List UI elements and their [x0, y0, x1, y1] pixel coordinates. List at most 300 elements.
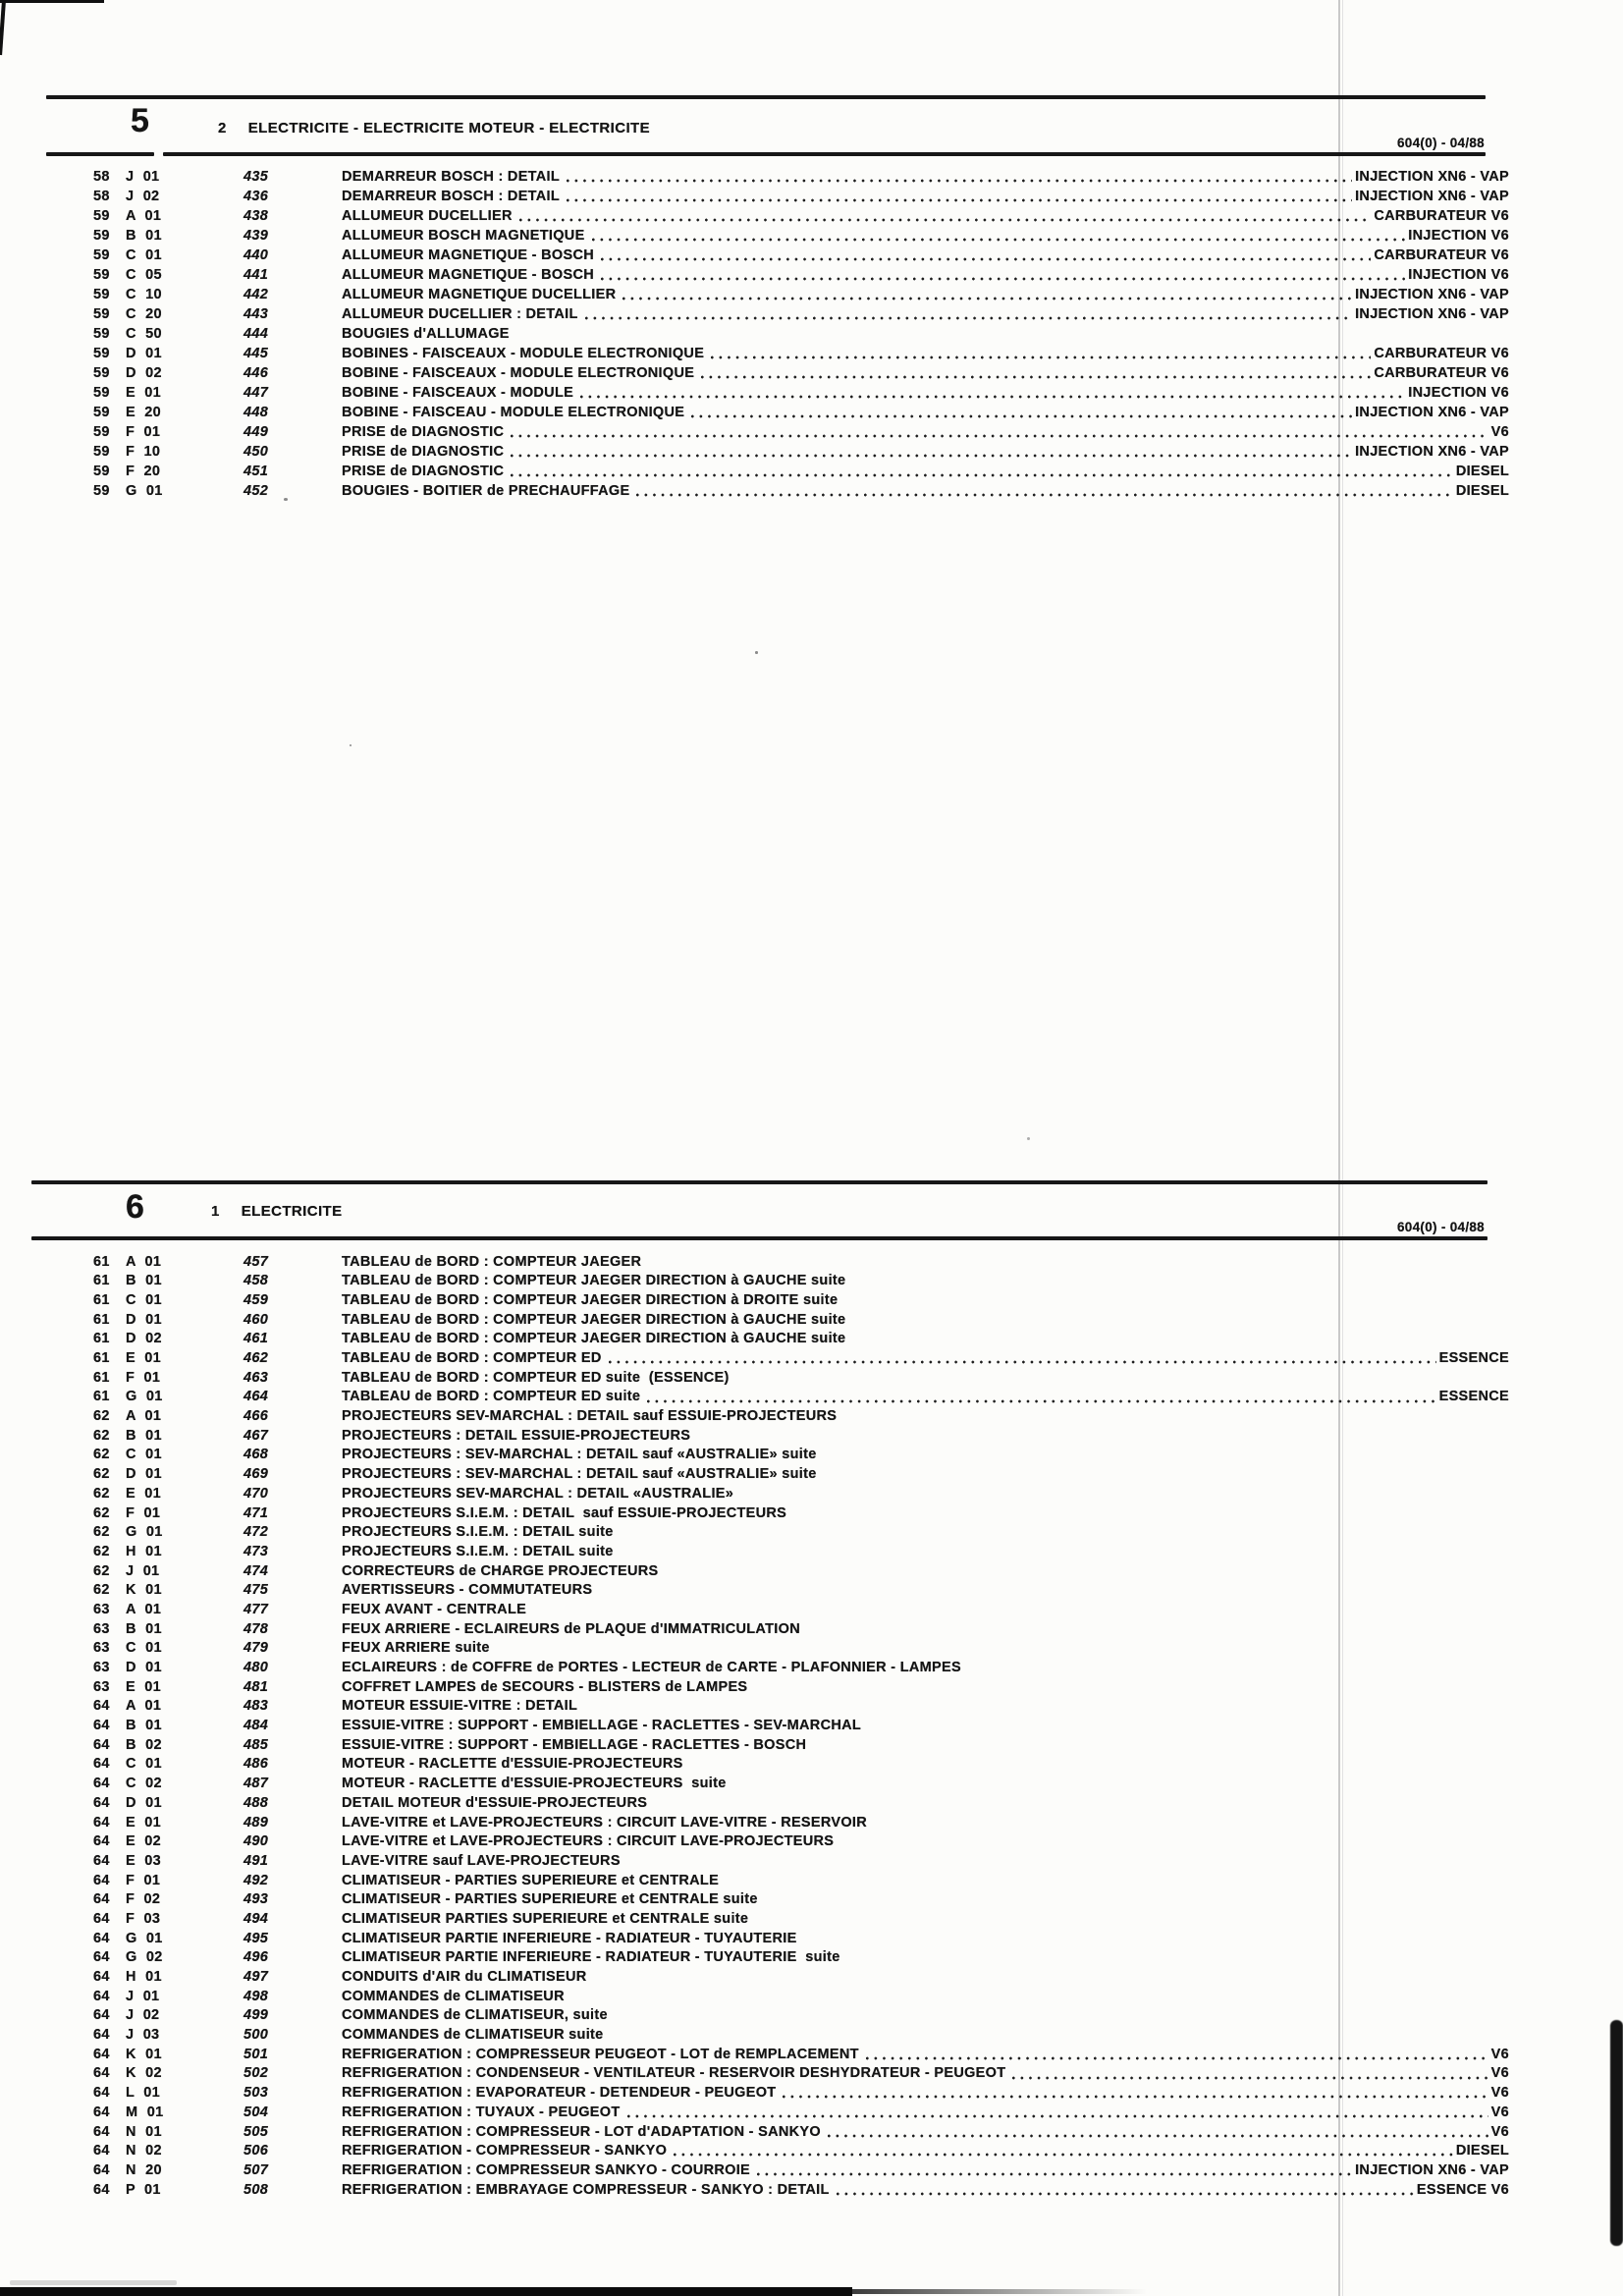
table-row	[0, 1677, 1623, 1697]
plate-reference: D 01	[126, 1794, 162, 1811]
table-row	[0, 1639, 1623, 1659]
plate-reference: A 01	[126, 207, 162, 224]
plate-reference: H 01	[126, 1543, 162, 1559]
figure-number: 490	[243, 1833, 269, 1850]
plate-page-number: 64	[93, 1776, 110, 1792]
plate-page-number: 64	[93, 1872, 110, 1888]
figure-number: 475	[243, 1582, 269, 1599]
figure-number: 477	[243, 1601, 269, 1617]
plate-page-number: 64	[93, 1814, 110, 1831]
table-row	[0, 226, 1623, 246]
plate-page-number: 59	[93, 384, 110, 401]
engine-variant-label: V6	[1490, 2065, 1509, 2082]
table-row	[0, 1871, 1623, 1890]
figure-number: 462	[243, 1350, 269, 1367]
plate-page-number: 59	[93, 305, 110, 322]
part-description: ALLUMEUR BOSCH MAGNETIQUE	[342, 227, 585, 244]
dot-leader	[783, 2095, 1488, 2099]
figure-number: 459	[243, 1291, 269, 1308]
part-description: ALLUMEUR DUCELLIER : DETAIL	[342, 305, 578, 322]
part-description: COMMANDES de CLIMATISEUR	[342, 1988, 565, 2004]
part-description: REFRIGERATION - COMPRESSEUR - SANKYO	[342, 2143, 668, 2159]
plate-reference: F 01	[126, 1872, 161, 1888]
plate-page-number: 64	[93, 1756, 110, 1773]
plate-page-number: 63	[93, 1640, 110, 1657]
plate-reference: D 01	[126, 345, 162, 361]
part-description: CORRECTEURS de CHARGE PROJECTEURS	[342, 1562, 659, 1579]
plate-reference: B 01	[126, 1620, 162, 1637]
plate-page-number: 64	[93, 1736, 110, 1753]
part-description: LAVE-VITRE et LAVE-PROJECTEURS : CIRCUIT LAVE-PROJECTEURS	[342, 1833, 835, 1850]
dot-leader	[711, 355, 1371, 359]
part-description: PRISE de DIAGNOSTIC	[342, 423, 505, 440]
scan-speck	[1027, 1137, 1030, 1140]
figure-number: 467	[243, 1427, 269, 1444]
table-row	[0, 1851, 1623, 1871]
plate-reference: N 20	[126, 2161, 162, 2178]
plate-page-number: 61	[93, 1331, 110, 1347]
part-description: ESSUIE-VITRE : SUPPORT - EMBIELLAGE - RACLETTES - SEV-MARCHAL	[342, 1718, 862, 1734]
table-row	[0, 1735, 1623, 1755]
part-description: DETAIL MOTEUR d'ESSUIE-PROJECTEURS	[342, 1794, 648, 1811]
plate-page-number: 62	[93, 1504, 110, 1521]
plate-page-number: 62	[93, 1562, 110, 1579]
figure-number: 449	[243, 423, 269, 440]
table-row	[0, 1967, 1623, 1987]
plate-page-number: 59	[93, 227, 110, 244]
plate-page-number: 61	[93, 1291, 110, 1308]
section-title-text: ELECTRICITE - ELECTRICITE MOTEUR - ELECTRICITE	[247, 120, 650, 137]
plate-reference: A 01	[126, 1253, 162, 1270]
engine-variant-label: INJECTION XN6 - VAP	[1355, 404, 1509, 420]
part-description: REFRIGERATION : COMPRESSEUR - LOT d'ADAPTATION - SANKYO	[342, 2123, 821, 2140]
part-description: FEUX AVANT - CENTRALE	[342, 1601, 527, 1617]
figure-number: 440	[243, 246, 269, 263]
plate-reference: E 01	[126, 1814, 162, 1831]
table-row	[0, 1542, 1623, 1561]
plate-reference: F 01	[126, 423, 161, 440]
plate-page-number: 61	[93, 1350, 110, 1367]
plate-page-number: 63	[93, 1620, 110, 1637]
figure-number: 495	[243, 1930, 269, 1946]
part-description: BOBINE - FAISCEAUX - MODULE ELECTRONIQUE	[342, 364, 695, 381]
figure-number: 438	[243, 207, 269, 224]
table-row	[0, 187, 1623, 206]
plate-page-number: 59	[93, 207, 110, 224]
dot-leader	[837, 2192, 1414, 2196]
part-description: PROJECTEURS S.I.E.M. : DETAIL suite	[342, 1524, 614, 1541]
table-row	[0, 1348, 1623, 1368]
part-description: DEMARREUR BOSCH : DETAIL	[342, 168, 561, 185]
dot-leader	[511, 473, 1453, 477]
plate-page-number: 64	[93, 1988, 110, 2004]
table-row	[0, 1252, 1623, 1272]
part-description: ECLAIREURS : de COFFRE de PORTES - LECTEUR de CARTE - PLAFONNIER - LAMPES	[342, 1660, 961, 1676]
figure-number: 493	[243, 1891, 269, 1908]
dot-leader	[511, 434, 1488, 438]
part-description: TABLEAU de BORD : COMPTEUR JAEGER DIRECTION à GAUCHE suite	[342, 1311, 846, 1328]
plate-reference: N 01	[126, 2123, 162, 2140]
table-row	[0, 1832, 1623, 1852]
plate-page-number: 64	[93, 1698, 110, 1715]
plate-reference: F 02	[126, 1891, 161, 1908]
plate-reference: F 03	[126, 1910, 161, 1927]
plate-reference: J 01	[126, 168, 160, 185]
plate-page-number: 59	[93, 325, 110, 342]
plate-page-number: 64	[93, 2027, 110, 2044]
engine-variant-label: INJECTION XN6 - VAP	[1355, 2161, 1509, 2178]
figure-number: 506	[243, 2143, 269, 2159]
dot-leader	[519, 218, 1372, 222]
engine-variant-label: CARBURATEUR V6	[1374, 345, 1509, 361]
dot-leader	[636, 493, 1452, 497]
engine-variant-label: ESSENCE	[1438, 1389, 1509, 1405]
section-index-number: 2	[218, 120, 227, 137]
plate-reference: C 50	[126, 325, 162, 342]
figure-number: 450	[243, 443, 269, 460]
figure-number: 435	[243, 168, 269, 185]
table-row	[0, 1890, 1623, 1910]
table-row	[0, 167, 1623, 187]
plate-reference: C 05	[126, 266, 162, 283]
plate-page-number: 61	[93, 1389, 110, 1405]
part-description: LAVE-VITRE et LAVE-PROJECTEURS : CIRCUIT LAVE-VITRE - RESERVOIR	[342, 1814, 868, 1831]
plate-reference: F 01	[126, 1504, 161, 1521]
table-row	[0, 1581, 1623, 1601]
plate-reference: G 01	[126, 1524, 163, 1541]
chapter-number: 5	[131, 102, 149, 139]
part-description: PRISE de DIAGNOSTIC	[342, 443, 505, 460]
figure-number: 484	[243, 1718, 269, 1734]
table-row	[0, 383, 1623, 403]
dot-leader	[585, 316, 1352, 320]
engine-variant-label: V6	[1490, 423, 1509, 440]
table-row	[0, 1446, 1623, 1465]
part-description: PROJECTEURS : SEV-MARCHAL : DETAIL sauf «AUSTRALIE» suite	[342, 1466, 817, 1483]
engine-variant-label: CARBURATEUR V6	[1374, 364, 1509, 381]
plate-reference: C 02	[126, 1776, 162, 1792]
table-row	[0, 206, 1623, 226]
figure-number: 457	[243, 1253, 269, 1270]
plate-page-number: 64	[93, 2123, 110, 2140]
plate-reference: J 03	[126, 2027, 160, 2044]
table-row	[0, 1717, 1623, 1736]
table-row	[0, 1407, 1623, 1427]
plate-reference: C 01	[126, 1640, 162, 1657]
figure-number: 469	[243, 1466, 269, 1483]
plate-reference: B 02	[126, 1736, 162, 1753]
part-description: BOUGIES - BOITIER de PRECHAUFFAGE	[342, 482, 630, 499]
plate-reference: G 01	[126, 1930, 163, 1946]
figure-number: 451	[243, 463, 269, 479]
table-row	[0, 2084, 1623, 2104]
table-row	[0, 1290, 1623, 1310]
scan-speck	[350, 744, 352, 746]
figure-number: 480	[243, 1660, 269, 1676]
figure-number: 463	[243, 1369, 269, 1386]
part-description: ALLUMEUR MAGNETIQUE - BOSCH	[342, 246, 595, 263]
engine-variant-label: INJECTION V6	[1408, 227, 1509, 244]
engine-variant-label: INJECTION XN6 - VAP	[1355, 188, 1509, 204]
section-title	[218, 120, 650, 137]
engine-variant-label: DIESEL	[1455, 463, 1509, 479]
plate-reference: B 01	[126, 1273, 162, 1289]
plate-page-number: 59	[93, 364, 110, 381]
plate-reference: E 01	[126, 1350, 162, 1367]
part-description: MOTEUR - RACLETTE d'ESSUIE-PROJECTEURS suite	[342, 1776, 727, 1792]
plate-page-number: 59	[93, 404, 110, 420]
figure-number: 442	[243, 286, 269, 302]
dot-leader	[866, 2056, 1488, 2060]
figure-number: 447	[243, 384, 269, 401]
plate-reference: E 01	[126, 1678, 162, 1695]
part-description: REFRIGERATION : EVAPORATEUR - DETENDEUR - PEUGEOT	[342, 2085, 777, 2102]
table-row	[0, 1561, 1623, 1581]
part-description: FEUX ARRIERE - ECLAIREURS de PLAQUE d'IMMATRICULATION	[342, 1620, 800, 1637]
plate-page-number: 59	[93, 345, 110, 361]
table-row	[0, 1987, 1623, 2006]
part-description: PROJECTEURS SEV-MARCHAL : DETAIL «AUSTRALIE»	[342, 1485, 734, 1502]
table-row	[0, 2180, 1623, 2200]
plate-reference: D 01	[126, 1660, 162, 1676]
plate-reference: J 02	[126, 2007, 160, 2024]
part-description: COFFRET LAMPES de SECOURS - BLISTERS de LAMPES	[342, 1678, 748, 1695]
plate-page-number: 64	[93, 2046, 110, 2062]
table-row	[0, 481, 1623, 501]
part-description: DEMARREUR BOSCH : DETAIL	[342, 188, 561, 204]
part-description: PROJECTEURS : DETAIL ESSUIE-PROJECTEURS	[342, 1427, 691, 1444]
figure-number: 488	[243, 1794, 269, 1811]
plate-page-number: 64	[93, 1910, 110, 1927]
figure-number: 505	[243, 2123, 269, 2140]
engine-variant-label: DIESEL	[1455, 2143, 1509, 2159]
plate-reference: G 02	[126, 1949, 163, 1966]
dot-leader	[580, 395, 1405, 399]
table-row	[0, 1310, 1623, 1330]
part-description: MOTEUR - RACLETTE d'ESSUIE-PROJECTEURS	[342, 1756, 683, 1773]
table-row	[0, 1697, 1623, 1717]
figure-number: 508	[243, 2181, 269, 2198]
plate-page-number: 62	[93, 1582, 110, 1599]
plate-page-number: 63	[93, 1660, 110, 1676]
table-row	[0, 442, 1623, 462]
dot-leader	[592, 238, 1406, 242]
engine-variant-label: V6	[1490, 2085, 1509, 2102]
engine-variant-label: V6	[1490, 2046, 1509, 2062]
part-description: PROJECTEURS SEV-MARCHAL : DETAIL sauf ESSUIE-PROJECTEURS	[342, 1408, 838, 1425]
part-description: REFRIGERATION : COMPRESSEUR PEUGEOT - LOT de REMPLACEMENT	[342, 2046, 859, 2062]
plate-page-number: 59	[93, 423, 110, 440]
table-row	[0, 1426, 1623, 1446]
table-row	[0, 2026, 1623, 2046]
plate-page-number: 62	[93, 1524, 110, 1541]
plate-reference: E 02	[126, 1833, 162, 1850]
engine-variant-label: INJECTION XN6 - VAP	[1355, 305, 1509, 322]
plate-reference: A 01	[126, 1698, 162, 1715]
figure-number: 452	[243, 482, 269, 499]
engine-variant-label: INJECTION XN6 - VAP	[1355, 443, 1509, 460]
plate-page-number: 59	[93, 246, 110, 263]
figure-number: 443	[243, 305, 269, 322]
plate-page-number: 62	[93, 1485, 110, 1502]
index-table	[0, 167, 1623, 501]
part-description: BOUGIES d'ALLUMAGE	[342, 325, 510, 342]
plate-reference: C 01	[126, 246, 162, 263]
part-description: REFRIGERATION : TUYAUX - PEUGEOT	[342, 2104, 621, 2120]
figure-number: 503	[243, 2085, 269, 2102]
part-description: PROJECTEURS S.I.E.M. : DETAIL sauf ESSUIE-PROJECTEURS	[342, 1504, 787, 1521]
table-row	[0, 2064, 1623, 2084]
figure-number: 496	[243, 1949, 269, 1966]
figure-number: 473	[243, 1543, 269, 1559]
plate-page-number: 62	[93, 1543, 110, 1559]
part-description: CLIMATISEUR PARTIES SUPERIEURE et CENTRALE suite	[342, 1910, 749, 1927]
section-divider-rule	[46, 152, 154, 156]
dot-leader	[567, 198, 1352, 202]
plate-reference: D 02	[126, 364, 162, 381]
dot-leader	[601, 277, 1405, 281]
table-row	[0, 2142, 1623, 2161]
table-row	[0, 2160, 1623, 2180]
part-description: TABLEAU de BORD : COMPTEUR ED suite	[342, 1389, 641, 1405]
dot-leader	[622, 297, 1352, 301]
section-divider-rule	[31, 1236, 1488, 1240]
figure-number: 458	[243, 1273, 269, 1289]
figure-number: 485	[243, 1736, 269, 1753]
part-description: COMMANDES de CLIMATISEUR, suite	[342, 2007, 608, 2024]
plate-page-number: 64	[93, 2143, 110, 2159]
figure-number: 446	[243, 364, 269, 381]
plate-page-number: 59	[93, 266, 110, 283]
plate-page-number: 59	[93, 443, 110, 460]
part-description: TABLEAU de BORD : COMPTEUR JAEGER DIRECTION à GAUCHE suite	[342, 1331, 846, 1347]
section-title	[211, 1203, 343, 1220]
plate-page-number: 64	[93, 1833, 110, 1850]
table-row	[0, 1600, 1623, 1619]
plate-page-number: 64	[93, 2104, 110, 2120]
figure-number: 507	[243, 2161, 269, 2178]
dot-leader	[609, 1360, 1436, 1364]
dot-leader	[701, 375, 1371, 379]
plate-reference: B 01	[126, 1718, 162, 1734]
plate-reference: K 01	[126, 1582, 162, 1599]
dot-leader	[601, 257, 1371, 261]
part-description: ALLUMEUR MAGNETIQUE DUCELLIER	[342, 286, 617, 302]
table-row	[0, 344, 1623, 363]
figure-number: 481	[243, 1678, 269, 1695]
figure-number: 487	[243, 1776, 269, 1792]
table-row	[0, 265, 1623, 285]
plate-reference: J 01	[126, 1562, 160, 1579]
plate-reference: C 01	[126, 1447, 162, 1463]
part-description: CLIMATISEUR - PARTIES SUPERIEURE et CENTRALE suite	[342, 1891, 758, 1908]
table-row	[0, 2103, 1623, 2122]
engine-variant-label: INJECTION V6	[1408, 384, 1509, 401]
table-row	[0, 1368, 1623, 1388]
table-row	[0, 403, 1623, 422]
figure-number: 460	[243, 1311, 269, 1328]
part-description: REFRIGERATION : CONDENSEUR - VENTILATEUR - RESERVOIR DESHYDRATEUR - PEUGEOT	[342, 2065, 1006, 2082]
plate-page-number: 64	[93, 2007, 110, 2024]
figure-number: 468	[243, 1447, 269, 1463]
plate-page-number: 64	[93, 1852, 110, 1869]
scan-smudge	[10, 2280, 177, 2285]
document-reference: 604(0) - 04/88	[1396, 136, 1485, 150]
plate-page-number: 64	[93, 1930, 110, 1946]
engine-variant-label: DIESEL	[1455, 482, 1509, 499]
index-table	[0, 1252, 1623, 2200]
figure-number: 439	[243, 227, 269, 244]
plate-page-number: 58	[93, 188, 110, 204]
plate-reference: C 01	[126, 1756, 162, 1773]
figure-number: 491	[243, 1852, 269, 1869]
plate-page-number: 62	[93, 1447, 110, 1463]
dot-leader	[567, 179, 1352, 183]
engine-variant-label: ESSENCE V6	[1416, 2181, 1509, 2198]
figure-number: 466	[243, 1408, 269, 1425]
figure-number: 504	[243, 2104, 269, 2120]
engine-variant-label: V6	[1490, 2104, 1509, 2120]
figure-number: 489	[243, 1814, 269, 1831]
part-description: CLIMATISEUR PARTIE INFERIEURE - RADIATEUR - TUYAUTERIE	[342, 1930, 797, 1946]
table-row	[0, 1388, 1623, 1407]
plate-reference: K 02	[126, 2065, 162, 2082]
plate-page-number: 61	[93, 1273, 110, 1289]
table-row	[0, 1813, 1623, 1832]
figure-number: 445	[243, 345, 269, 361]
plate-reference: D 01	[126, 1311, 162, 1328]
figure-number: 499	[243, 2007, 269, 2024]
plate-page-number: 64	[93, 2161, 110, 2178]
figure-number: 461	[243, 1331, 269, 1347]
engine-variant-label: V6	[1490, 2123, 1509, 2140]
plate-reference: K 01	[126, 2046, 162, 2062]
plate-reference: B 01	[126, 227, 162, 244]
part-description: ESSUIE-VITRE : SUPPORT - EMBIELLAGE - RACLETTES - BOSCH	[342, 1736, 807, 1753]
plate-page-number: 64	[93, 1891, 110, 1908]
part-description: REFRIGERATION : EMBRAYAGE COMPRESSEUR - SANKYO : DETAIL	[342, 2181, 830, 2198]
figure-number: 464	[243, 1389, 269, 1405]
plate-page-number: 62	[93, 1466, 110, 1483]
part-description: PROJECTEURS : SEV-MARCHAL : DETAIL sauf «AUSTRALIE» suite	[342, 1447, 817, 1463]
figure-number: 502	[243, 2065, 269, 2082]
scan-bottom-shadow	[852, 2289, 1147, 2294]
scan-speck	[755, 651, 758, 654]
plate-page-number: 64	[93, 1718, 110, 1734]
figure-number: 478	[243, 1620, 269, 1637]
dot-leader	[828, 2134, 1488, 2138]
part-description: CLIMATISEUR PARTIE INFERIEURE - RADIATEUR - TUYAUTERIE suite	[342, 1949, 840, 1966]
dot-leader	[757, 2172, 1352, 2176]
section-divider-rule	[163, 152, 1486, 156]
scan-bottom-shadow	[0, 2287, 852, 2296]
part-description: REFRIGERATION : COMPRESSEUR SANKYO - COURROIE	[342, 2161, 751, 2178]
plate-reference: E 01	[126, 384, 162, 401]
part-description: MOTEUR ESSUIE-VITRE : DETAIL	[342, 1698, 578, 1715]
part-description: CONDUITS d'AIR du CLIMATISEUR	[342, 1969, 587, 1986]
table-row	[0, 1503, 1623, 1523]
plate-page-number: 64	[93, 1794, 110, 1811]
part-description: COMMANDES de CLIMATISEUR suite	[342, 2027, 604, 2044]
figure-number: 436	[243, 188, 269, 204]
plate-reference: E 03	[126, 1852, 162, 1869]
table-row	[0, 304, 1623, 324]
part-description: PROJECTEURS S.I.E.M. : DETAIL suite	[342, 1543, 614, 1559]
part-description: TABLEAU de BORD : COMPTEUR JAEGER DIRECTION à GAUCHE suite	[342, 1273, 846, 1289]
table-row	[0, 363, 1623, 383]
table-row	[0, 1909, 1623, 1929]
figure-number: 501	[243, 2046, 269, 2062]
